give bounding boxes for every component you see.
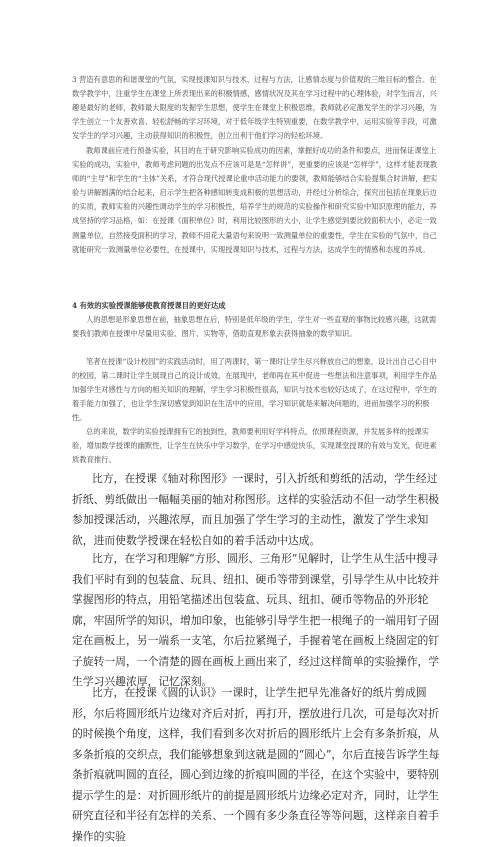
paragraph-classroom-atmosphere: 3 营造有意思的和谐课堂的气氛，实现授课知识与技术、过程与方法，让感情态度与价值观的三维目标的整合。在数学教学中，注重学生在课堂上所表现出来的积极情感，感情状况及其在学习过程中的心理体验，对学生而言，兴趣是最好的老师，教师最大限度的发掘学生思想，使学生在课堂上积极思维，教师就必定激发学生的学习兴趣，为学生创立一个友善欢喜、轻松舒畅的学习环境，对于低年级学生特别重要，在数学教学中，运用实验等手段，可激发学生的学习兴趣，主动获得知识的积极性，创立出利于他们学习的轻松环境。	[72, 75, 437, 141]
paragraph-example-symmetry: 比方，在授课《轴对称图形》一课时，引入折纸和剪纸的活动，学生经过折纸、剪纸做出一幅幅美丽的轴对称图形。这样的实验活动不但一动学生积极参加授课活动，兴趣浓厚，而且加强了学生学习的主动性，激发了学生求知欲，进而使数学授课在轻松自如的着手活动中达成。	[72, 472, 440, 547]
paragraph-example-shapes: 比方，在学习和理解“方形、圆形、三角形”见解时，让学生从生活中搜寻我们平时有到的包装盒、玩具、纽扣、硬币等带到课堂，引导学生从中比较并掌握图形的特点，用铅笔描述出包装盒、玩具、纽扣、硬币等物品的外形轮廓，牢固所学的知识，增加印象，也能够引导学生把一根绳子的一端用钉子固定在画板上，另一端系一支笔，尔后拉紧绳子，手握着笔在画板上绕固定的钉子旋转一周，一个清楚的圆在画板上画出来了，经过这样简单的实验操作，学生学习兴趣浓厚，记忆深刻。	[72, 552, 440, 688]
paragraph-visual-thinking: 人的思想是形象思想在前，抽象思想在后，特别是低年级的学生，学生对一些直观的事物比较感兴趣，这就需要我们教师在授课中尽量用实验、图片、实物等，借助直观形象去获得抽象的数学知识。	[72, 315, 437, 339]
section-heading-effective-teaching: 4 有效的实验授课能够使教育授课目的更好达成	[72, 301, 226, 310]
paragraph-summary: 总的来说，数学的实验授课拥有它的独到性，教师要利用好学科特点，依照课程资源，并发展多样的授课实验，增加数学授课的幽默性，让学生在快乐中学习数学，在学习中感觉快乐，实现课堂授课的有效与发光，促进素质教育推行。	[72, 427, 437, 465]
paragraph-preparation-experiment: 教师课前应进行预备实验，其目的在于研究影响实验成功的因素，掌握好成功的条件和要点，进而保证课堂上实验的成功，实验中，教师考虑问题的出发点不应该可是是“怎样讲”，更重要的应该是“怎样学”，这样才能表现教师的“主导”和学生的“主体”关系，才符合现代授课论重申活动能力的要领，教师能够结合实验提集合时讲解，把实验与讲解圆满的结合起来，启示学生把各种感知转变成积极的思想活动，并经过分析综合，探究出包括在现象后边的实质，教师实验的兴趣性调动学生的学习积极性，培养学生的规范的实验操作和研究实验中知识原理的能力，养成坚持的学习品格，如：在授课《面积单位》时，利用比较图形的大小，让学生感觉到要比较面积大小，必定一致测量单位，自然接受面积的学习，教师不用花大量语句来说明一致测量单位的重要性，学生在实验的气氛中，自己就能研究一致测量单位必要性，在授课中，实现授课知识与技术，过程与方法，达成学生的情感和态度的养成。	[72, 146, 438, 254]
paragraph-example-circle: 比方，在授课《圆的认识》一课时，让学生把早先准备好的纸片剪成圆形，尔后将圆形纸片边缘对齐后对折，再打开，摆放进行几次，可是每次对折的时候换个角度，这样，我们看到多次对折后的圆形纸片上会有多条折痕，从多条折痕的交织点，我们能够想象到这就是圆的“圆心”，尔后直接告诉学生每条折痕就叫圆的直径，圆心到边缘的折痕叫圆的半径，在这个实验中，要特别提示学生的是：对折圆形纸片的前提是圆形纸片边缘必定对齐，同时，让学生研究直径和半径有怎样的关系、一个圆有多少条直径等等问题，这样亲自着手操作的实验	[72, 686, 440, 843]
paragraph-campus-design: 笔者在授课“设计校园”的实践活动时，用了两课时，第一课时让学生尽兴释放自己的想象，设计出自己心目中的校园，第二课时让学生展现自己的设计成效，在展现中，老师再在其中促进一些想法和注意事项，利用学生作品加强学生对感性与方向的相关知识的理解，学生学习积极性很高，知识与技术也较好达成了，在这过程中，学生的着手能力加强了，也让学生深切感觉到知识在生活中的应用，学习知识就是来解决问题的，进而加强学习的积极性。	[72, 357, 437, 423]
